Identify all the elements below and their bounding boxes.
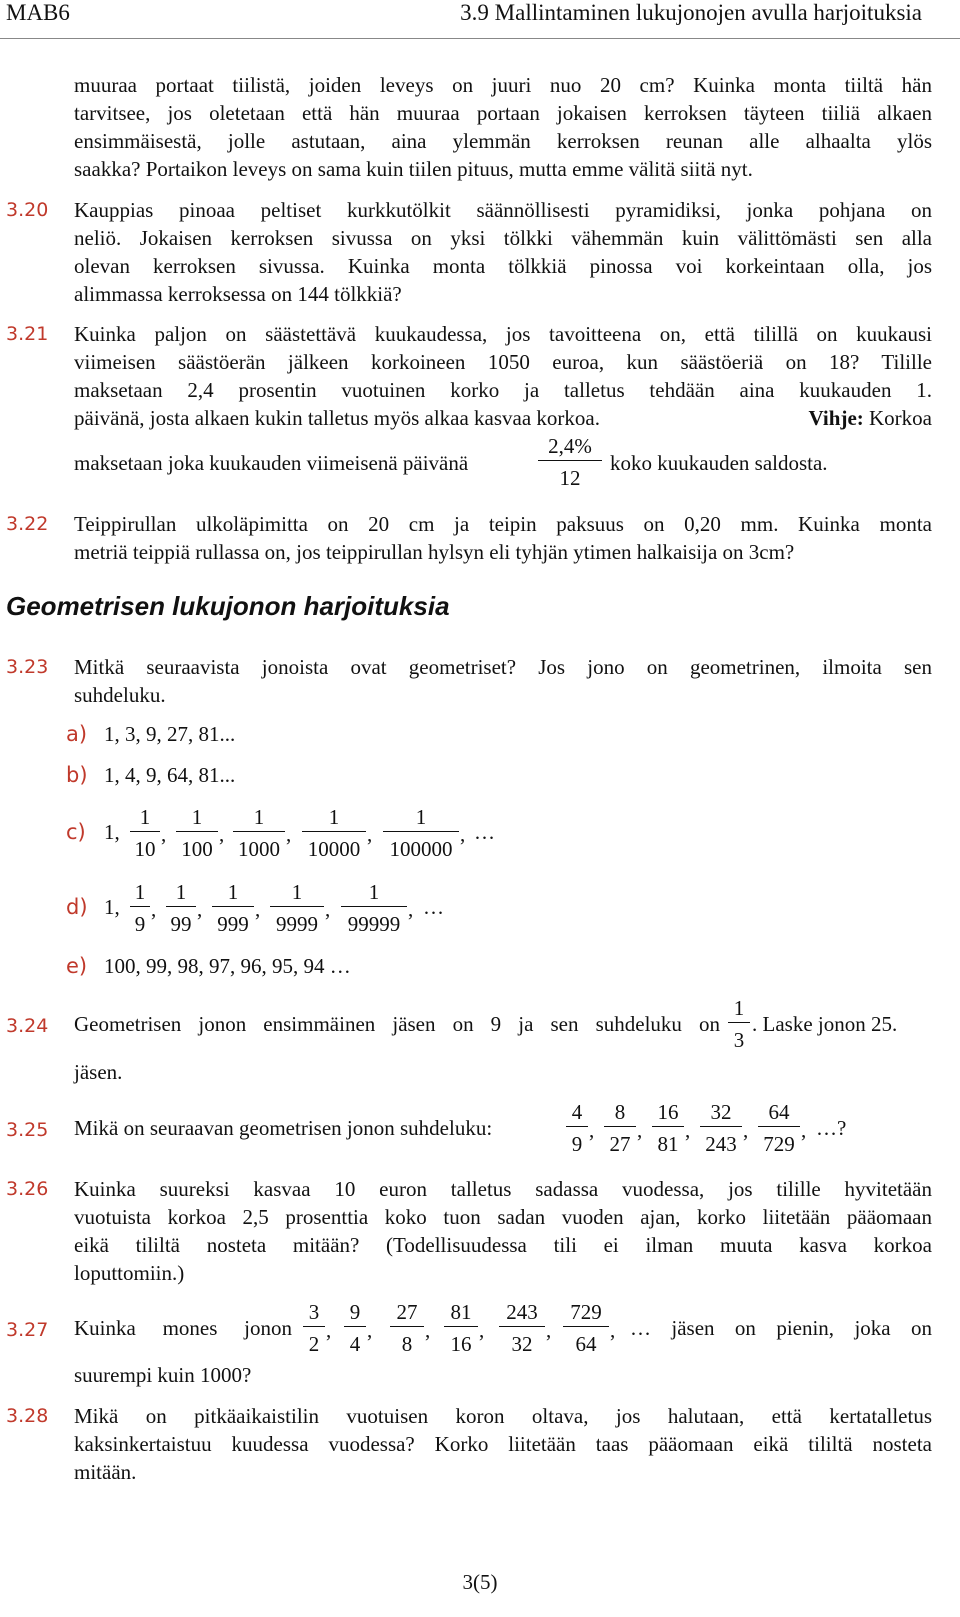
ex324-fraction: $\frac{1}{3}$ [728, 996, 750, 1052]
ex326-line-3: eikä tililtä nosteta mitään? (Todellisuudessa tili ei ilman muuta kasva korkoa [74, 1233, 932, 1257]
item-a-sequence: 1, 3, 9, 27, 81... [104, 722, 236, 746]
ex327-fraction-1: $\frac{3}{2}$ [303, 1300, 325, 1356]
item-e-sequence: 100, 99, 98, 97, 96, 95, 94 … [104, 954, 351, 978]
item-label-e: e) [66, 954, 88, 978]
intro-line-1: muuraa portaat tiilistä, joiden leveys on juuri nuo 20 cm? Kuinka monta tiiltä hän [74, 73, 932, 97]
ex322-line-1: Teippirullan ulkoläpimitta on 20 cm ja teipin paksuus on 0,20 mm. Kuinka monta [74, 512, 932, 536]
item-d-fraction-1: $\frac{1}{9}$ [130, 880, 150, 936]
item-c-ellipsis: … [474, 820, 495, 844]
ex327-fraction-3: $\frac{27}{8}$ [390, 1300, 424, 1356]
ex325-fraction-2: $\frac{8}{27}$ [604, 1100, 636, 1156]
page-number: 3(5) [462, 1570, 498, 1594]
ex321-line-2: viimeisen säästöerän jälkeen korkoineen 1050 euroa, kun säästöeriä on 18? Tilille [74, 350, 932, 374]
ex321-fraction [538, 434, 602, 490]
ex321-line-4-text: päivänä, josta alkaen kukin talletus myös alkaa kasvaa korkoa. [74, 406, 600, 430]
item-c-fraction-2: $\frac{1}{100}$ [176, 805, 218, 861]
item-b-sequence: 1, 4, 9, 64, 81... [104, 763, 236, 787]
hint-after: Korkoa [869, 406, 932, 430]
item-c-fraction-5: $\frac{1}{100000}$ [383, 805, 459, 861]
header-rule [0, 38, 960, 39]
ex323-line-2: suhdeluku. [74, 683, 166, 707]
ex327-fraction-6: $\frac{729}{64}$ [563, 1300, 609, 1356]
fraction-denominator: 12 [559, 466, 581, 490]
exercise-number-3-28: 3.28 [6, 1405, 49, 1427]
item-c-fraction-3: $\frac{1}{1000}$ [233, 805, 285, 861]
exercise-number-3-27: 3.27 [6, 1319, 49, 1341]
ex326-line-1: Kuinka suureksi kasvaa 10 euron talletus sadassa vuodessa, jos tilille hyvitetään [74, 1177, 932, 1201]
item-label-d: d) [66, 895, 88, 919]
ex325-fraction-3: $\frac{16}{81}$ [652, 1100, 684, 1156]
fraction-numerator: 2,4% [538, 434, 602, 461]
ex327-text-a: Kuinka mones jonon [74, 1316, 292, 1340]
ex324-line-1a: Geometrisen jonon ensimmäinen jäsen on 9 ja sen suhdeluku on [74, 1012, 720, 1036]
ex325-tail: …? [816, 1116, 847, 1140]
ex327-text-b: … jäsen on pienin, joka on [630, 1316, 932, 1340]
ex321-line-5b: koko kuukauden saldosta. [610, 451, 828, 475]
item-c-fraction-4: $\frac{1}{10000}$ [302, 805, 366, 861]
ex328-line-2: kaksinkertaistuu kuudessa vuodessa? Korko liitetään taas pääomaan eikä tililtä nosteta [74, 1432, 932, 1456]
ex326-line-4: loputtomiin.) [74, 1261, 185, 1285]
ex327-fraction-5: $\frac{243}{32}$ [499, 1300, 545, 1356]
item-label-a: a) [66, 722, 88, 746]
ex323-line-1: Mitkä seuraavista jonoista ovat geometriset? Jos jono on geometrinen, ilmoita sen [74, 655, 932, 679]
ex325-fraction-4: $\frac{32}{243}$ [700, 1100, 742, 1156]
ex328-line-1: Mikä on pitkäaikaistilin vuotuisen koron oltava, jos halutaan, että kertatalletus [74, 1404, 932, 1428]
item-c-fraction-1: $\frac{1}{10}$ [130, 805, 160, 861]
item-label-b: b) [66, 763, 88, 787]
ex325-fraction-1: $\frac{4}{9}$ [566, 1100, 588, 1156]
ex320-line-3: olevan kerroksen sivussa. Kuinka monta tölkkiä pinossa voi korkeintaan olla, jos [74, 254, 932, 278]
ex321-line-5a: maksetaan joka kuukauden viimeisenä päivänä [74, 451, 469, 475]
ex320-line-4: alimmassa kerroksessa on 144 tölkkiä? [74, 282, 402, 306]
item-d-ellipsis: … [423, 895, 444, 919]
exercise-number-3-26: 3.26 [6, 1178, 49, 1200]
header-chapter: 3.9 Mallintaminen lukujonojen avulla harjoituksia [460, 0, 922, 25]
exercise-number-3-22: 3.22 [6, 513, 49, 535]
item-d-fraction-4: $\frac{1}{9999}$ [270, 880, 324, 936]
ex320-line-2: neliö. Jokaisen kerroksen sivussa on yksi tölkki vähemmän kuin välittömästi sen alla [74, 226, 932, 250]
ex321-line-3: maksetaan 2,4 prosentin vuotuinen korko ja talletus tehdään aina kuukauden 1. [74, 378, 932, 402]
ex328-line-3: mitään. [74, 1460, 137, 1484]
ex321-line-4 [74, 404, 932, 432]
ex324-line-2: jäsen. [74, 1060, 123, 1084]
ex325-fraction-5: $\frac{64}{729}$ [758, 1100, 800, 1156]
item-c-lead: 1, [104, 820, 120, 844]
exercise-number-3-23: 3.23 [6, 656, 49, 678]
ex326-line-2: vuotuista korkoa 2,5 prosenttia koko tuon sadan vuoden ajan, korko liitetään pääomaan [74, 1205, 932, 1229]
ex320-line-1: Kauppias pinoaa peltiset kurkkutölkit säännöllisesti pyramidiksi, jonka pohjana on [74, 198, 932, 222]
ex321-line-1: Kuinka paljon on säästettävä kuukaudessa, jos tavoitteena on, että tilillä on kuukausi [74, 322, 932, 346]
ex322-line-2: metriä teippiä rullassa on, jos teippirullan hylsyn eli tyhjän ytimen halkaisija on 3cm? [74, 540, 795, 564]
exercise-number-3-24: 3.24 [6, 1015, 49, 1037]
item-d-fraction-3: $\frac{1}{999}$ [212, 880, 254, 936]
ex327-fraction-2: $\frac{9}{4}$ [344, 1300, 366, 1356]
item-d-fraction-5: $\frac{1}{99999}$ [341, 880, 407, 936]
intro-line-4: saakka? Portaikon leveys on sama kuin tiilen pituus, mutta emme välitä siitä nyt. [74, 157, 753, 181]
exercise-number-3-20: 3.20 [6, 199, 49, 221]
exercise-number-3-21: 3.21 [6, 323, 49, 345]
intro-line-3: ensimmäisestä, jolle astutaan, aina ylemmän kerroksen reunan alle alhaalta ylös [74, 129, 932, 153]
item-d-lead: 1, [104, 895, 120, 919]
intro-line-2: tarvitsee, jos oletetaan että hän muuraa portaan jokaisen kerroksen täyteen tiiliä alkaen [74, 101, 932, 125]
ex325-text: Mikä on seuraavan geometrisen jonon suhdeluku: [74, 1116, 493, 1140]
ex327-line-2: suurempi kuin 1000? [74, 1363, 252, 1387]
ex324-line-1b: . Laske jonon 25. [752, 1012, 898, 1036]
ex327-fraction-4: $\frac{81}{16}$ [444, 1300, 478, 1356]
ex321-hint [809, 404, 932, 432]
item-label-c: c) [66, 820, 86, 844]
item-d-fraction-2: $\frac{1}{99}$ [166, 880, 196, 936]
exercise-number-3-25: 3.25 [6, 1119, 49, 1141]
hint-label: Vihje: [808, 406, 864, 430]
header-course: MAB6 [6, 0, 70, 25]
section-heading: Geometrisen lukujonon harjoituksia [6, 591, 450, 621]
